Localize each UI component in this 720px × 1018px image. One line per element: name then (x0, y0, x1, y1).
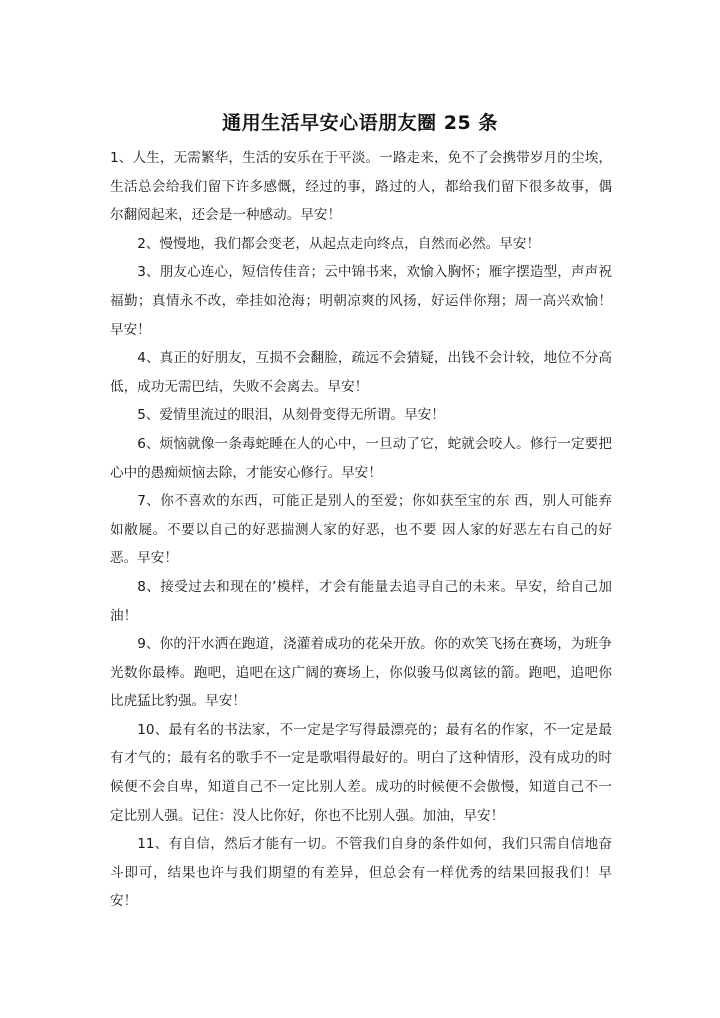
paragraph-8: 8、接受过去和现在的’模样，才会有能量去追寻自己的未来。早安，给自己加油！ (110, 578, 612, 624)
paragraph-11: 11、有自信，然后才能有一切。不管我们自身的条件如何，我们只需自信地奋斗即可，结果也许与我们期望的有差异，但总会有一样优秀的结果回报我们！早安！ (110, 836, 612, 910)
paragraph-3: 3、朋友心连心，短信传佳音；云中锦书来，欢愉入胸怀；雁字摆造型，声声祝福勤；真情永不改，牵挂如沧海；明朝凉爽的风扬，好运伴你翔；周一高兴欢愉！早安！ (110, 264, 612, 338)
paragraph-2: 2、慢慢地，我们都会变老，从起点走向终点，自然而必然。早安！ (137, 235, 541, 252)
paragraph-7: 7、你不喜欢的东西，可能正是别人的至爱；你如获至宝的东 西，别人可能弃如敝屣。不要以自己的好恶揣测人家的好恶，也不要 因人家的好恶左右自己的好恶。早安！ (110, 493, 612, 567)
paragraph-4: 4、真正的好朋友，互损不会翻脸，疏远不会猜疑，出钱不会计较，地位不分高低，成功无需巴结，失败不会离去。早安！ (110, 350, 612, 395)
document-body (110, 144, 612, 916)
paragraph-5: 5、爱情里流过的眼泪，从刻骨变得无所谓。早安！ (137, 407, 445, 424)
paragraph-6: 6、烦恼就像一条毒蛇睡在人的心中，一旦动了它，蛇就会咬人。修行一定要把心中的愚痴烦恼去除，才能安心修行。早安！ (110, 435, 612, 481)
paragraph-9: 9、你的汗水洒在跑道，浇灌着成功的花朵开放。你的欢笑飞扬在赛场，为班争光数你最棒。跑吧，追吧在这广阔的赛场上，你似骏马似离铉的箭。跑吧，追吧你比虎猛比豹强。早安！ (110, 636, 612, 710)
document-title: 通用生活早安心语朋友圈 25 条 (222, 112, 498, 134)
paragraph-1: 1、人生，无需繁华，生活的安乐在于平淡。一路走来，免不了会携带岁月的尘埃，生活总会给我们留下许多感慨，经过的事，路过的人，都给我们留下很多故事，偶尔翻阅起来，还会是一种感动。早安！ (110, 150, 612, 224)
paragraph-10: 10、最有名的书法家，不一定是字写得最漂亮的；最有名的作家，不一定是最有才气的；最有名的歌手不一定是歌唱得最好的。明白了这种情形，没有成功的时候便不会自卑，知道自己不一定比别人差。成功的时候便不会傲慢，知道自己不一定比别人强。记住：没人比你好，你也不比别人强。加油，早安！ (110, 721, 612, 824)
